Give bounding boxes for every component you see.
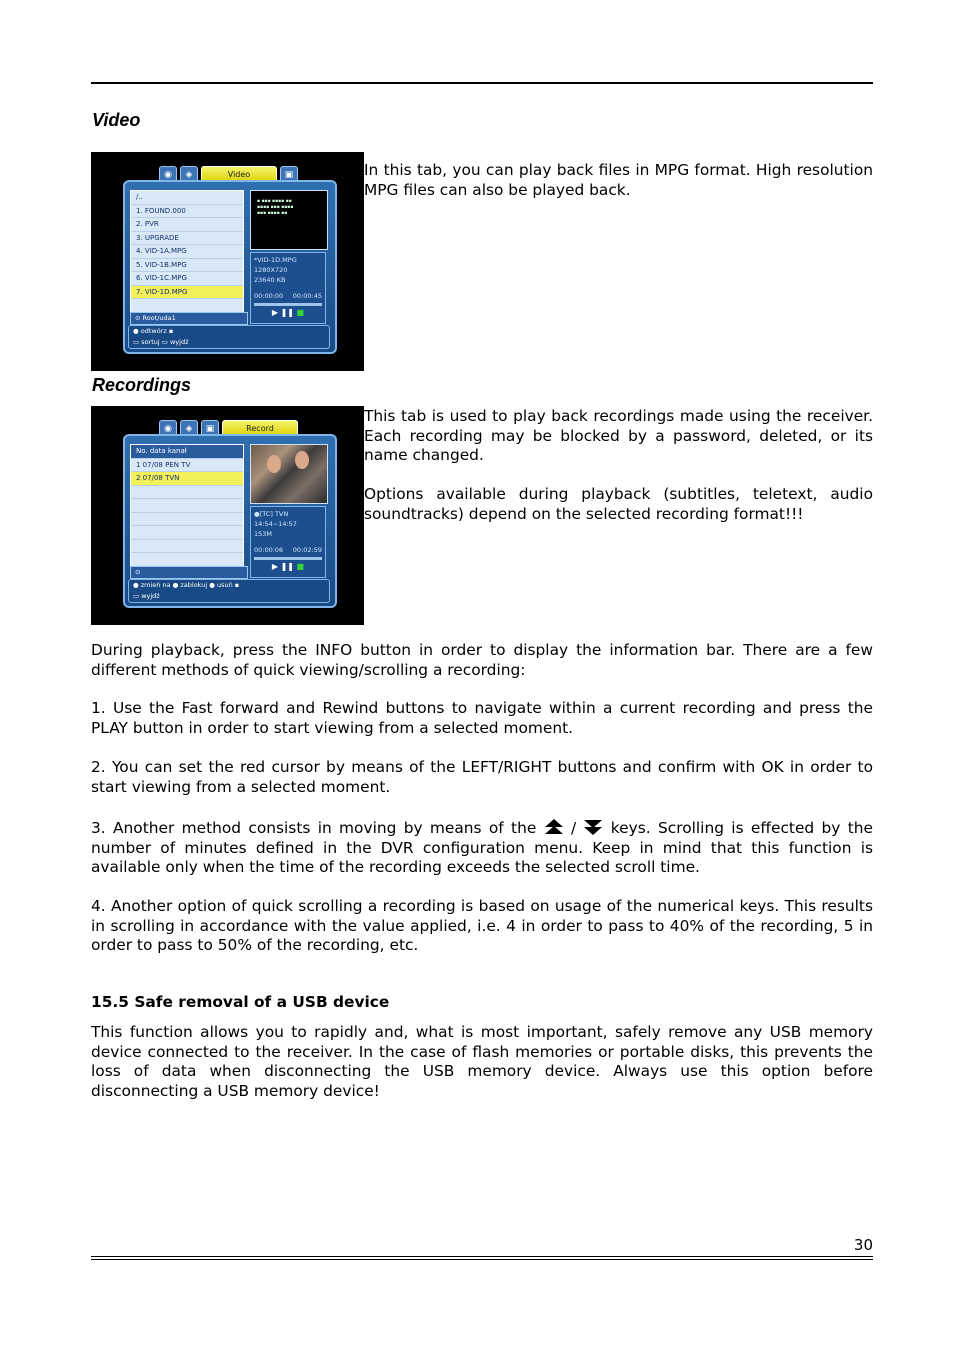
list-item: [131, 486, 243, 500]
button-legend: [128, 579, 330, 603]
footer-rule: [91, 1256, 873, 1257]
time-end: 00:00:45: [292, 292, 322, 300]
file-size: 23640 KB: [254, 276, 286, 284]
play-icon: ▶: [271, 308, 279, 317]
recordings-options-note: Options available during playback (subtitles, teletext, audio soundtracks) depend on the selected recording format!!!: [364, 485, 873, 523]
playback-controls: [254, 562, 322, 572]
time-start: 00:00:06: [254, 546, 284, 554]
tab-label: Video: [227, 170, 251, 179]
page-down-icon: [583, 818, 603, 836]
method-1: 1. Use the Fast forward and Rewind buttons to navigate within a current recording and press the PLAY button in order to start viewing from a selected moment.: [91, 699, 873, 737]
osd-panel: [123, 180, 337, 354]
list-item: 4. VID-1A.MPG: [131, 245, 243, 259]
recordings-heading: Recordings: [92, 375, 192, 395]
progress-bar: [254, 303, 322, 306]
list-item: 1. FOUND.000: [131, 205, 243, 219]
list-item: [131, 526, 243, 540]
list-item: 7. VID-1D.MPG: [131, 286, 243, 300]
play-icon: ▶: [271, 562, 279, 571]
list-item: /..: [131, 191, 243, 205]
legend-line: ▭ wyjdź: [133, 592, 160, 600]
preview-text: ▪ ▪▪▪ ▪▪▪▪ ▪▪ ▪▪▪▪ ▪▪▪ ▪▪▪▪ ▪▪▪ ▪▪▪▪ ▪▪: [257, 199, 294, 216]
footer-rule: [91, 1259, 873, 1260]
legend-line: ● zmień na ● zablokuj ● usuń ▪: [133, 581, 240, 589]
legend-line: ● odtwórz ▪: [133, 327, 174, 335]
list-header: No. data kanał: [131, 445, 243, 459]
method-3: [91, 818, 873, 878]
list-item: 2 07/08 TVN: [131, 472, 243, 486]
tab-label: Record: [246, 424, 274, 433]
stop-icon: ■: [296, 308, 305, 317]
recording-size: 153M: [254, 530, 273, 538]
method-3-start: 3. Another method consists in moving by means of the: [91, 819, 544, 837]
pause-icon: ❚❚: [280, 562, 294, 571]
button-legend: [128, 325, 330, 349]
recording-info: [250, 506, 326, 578]
usb-description: This function allows you to rapidly and, what is most important, safely remove any USB memory device connected to the receiver. In the case of flash memories or portable disks, this prevents the loss of data when disconnecting the USB memory device. Always use this option before disconnecting a USB memory device!: [91, 1023, 873, 1100]
person-figure: [295, 451, 309, 469]
pause-icon: ❚❚: [280, 308, 294, 317]
playback-controls: [254, 308, 322, 318]
page-up-icon: [544, 818, 564, 836]
list-item: 1 07/08 PEN TV: [131, 459, 243, 473]
method-3-sep: /: [563, 819, 584, 837]
person-figure: [267, 455, 281, 473]
channel-name: ●[TC] TVN: [254, 510, 289, 518]
method-3-end: keys. Scrolling is effected by the number of minutes defined in the DVR configuration menu. Keep in mind that this function is available only when the time of the recording exceeds the selected scroll time.: [91, 819, 873, 876]
tab-icon: ◉: [159, 166, 177, 183]
time-end: 00:02:59: [292, 546, 322, 554]
page-number: 30: [853, 1236, 873, 1254]
preview-pane: [250, 190, 328, 250]
tab-icon: ▣: [201, 420, 219, 437]
list-item: [131, 540, 243, 554]
tab-icon: ◈: [180, 420, 198, 437]
list-item: [131, 499, 243, 513]
tab-icon: ▣: [280, 166, 298, 183]
video-screenshot: [91, 152, 364, 371]
header-rule: [91, 82, 873, 84]
list-item: 5. VID-1B.MPG: [131, 259, 243, 273]
usb-heading: 15.5 Safe removal of a USB device: [91, 993, 390, 1011]
recordings-screenshot: [91, 406, 364, 625]
file-info: [250, 252, 326, 324]
tv-preview-image: [250, 444, 328, 504]
time-start: 00:00:00: [254, 292, 284, 300]
video-heading: Video: [92, 110, 141, 130]
playback-intro: During playback, press the INFO button in order to display the information bar. There are a few different methods of quick viewing/scrolling a recording:: [91, 641, 873, 679]
tab-icon: ◉: [159, 420, 177, 437]
method-4: 4. Another option of quick scrolling a recording is based on usage of the numerical keys. This results in scrolling in accordance with the value applied, i.e. 4 in order to pass to 40% of the recording, 5 in order to pass to 50% of the recording, etc.: [91, 897, 873, 954]
file-list: [130, 190, 244, 316]
time-range: 14:54~14:57: [254, 520, 297, 528]
list-item: 3. UPGRADE: [131, 232, 243, 246]
path-status: ⊙ Root/uda1: [130, 312, 248, 325]
method-2: 2. You can set the red cursor by means of the LEFT/RIGHT buttons and confirm with OK in order to start viewing from a selected moment.: [91, 758, 873, 796]
list-item: 6. VID-1C.MPG: [131, 272, 243, 286]
path-status: ⊙: [130, 566, 248, 579]
file-name: *VID-1D.MPG: [254, 256, 297, 264]
tab-icon: ◈: [180, 166, 198, 183]
recordings-description: This tab is used to play back recordings made using the receiver. Each recording may be blocked by a password, deleted, or its name changed.: [364, 407, 873, 464]
video-description: In this tab, you can play back files in MPG format. High resolution MPG files can also be played back.: [364, 161, 873, 199]
recording-list: [130, 444, 244, 570]
file-resolution: 1280X720: [254, 266, 288, 274]
progress-bar: [254, 557, 322, 560]
list-item: [131, 513, 243, 527]
list-item: 2. PVR: [131, 218, 243, 232]
legend-line: ▭ sortuj ▭ wyjdź: [133, 338, 189, 346]
stop-icon: ■: [296, 562, 305, 571]
osd-panel: [123, 434, 337, 608]
